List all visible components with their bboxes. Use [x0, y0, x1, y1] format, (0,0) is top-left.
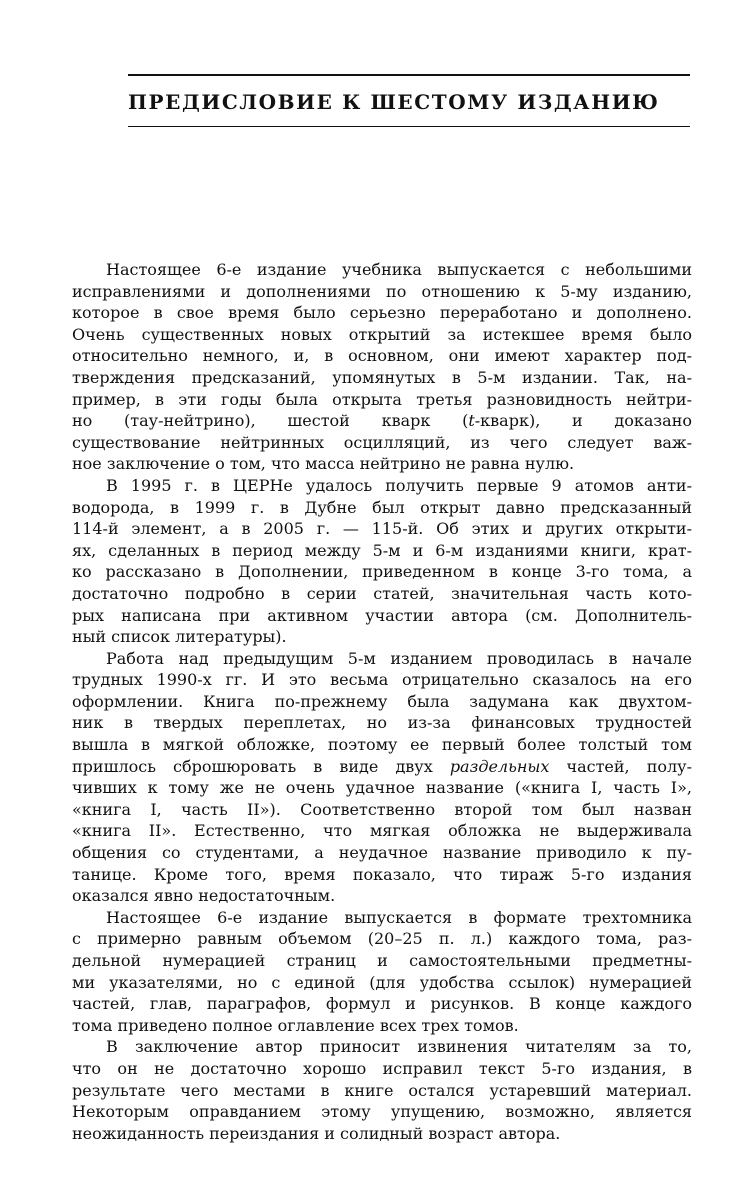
- text-line: Очень существенных новых открытий за истекшее время было: [72, 324, 692, 344]
- text-line: Некоторым оправданием этому упущению, возможно, является: [72, 1102, 692, 1122]
- text-line: существование нейтринных осцилляций, из чего следует важ-: [72, 432, 692, 452]
- text-line: рых написана при активном участии автора (см. Дополнитель-: [72, 605, 692, 625]
- paragraph: [72, 648, 692, 907]
- text-line: ях, сделанных в период между 5-м и 6-м изданиями книги, крат-: [72, 540, 692, 560]
- text-line: водорода, в 1999 г. в Дубне был открыт давно предсказанный: [72, 497, 692, 517]
- text-line: ный список литературы).: [72, 627, 287, 647]
- text-line: Настоящее 6-е издание выпускается в формате трехтомника: [106, 907, 692, 927]
- text-line: относительно немного, и, в основном, они имеют характер под-: [72, 346, 692, 366]
- text-line: общения со студентами, а неудачное название приводило к пу-: [72, 843, 692, 863]
- italic-text: раздельных: [449, 756, 550, 776]
- paragraph: [72, 1036, 692, 1144]
- text-line: В 1995 г. в ЦЕРНе удалось получить первые 9 атомов анти-: [106, 475, 692, 495]
- text-line: оказался явно недостаточным.: [72, 886, 336, 906]
- text-line: ко рассказано в Дополнении, приведенном в конце 3-го тома, а: [72, 562, 692, 582]
- text-line: [72, 410, 692, 432]
- text-line: тверждения предсказаний, упомянутых в 5-м издании. Так, на-: [72, 367, 692, 387]
- text-line: дельной нумерацией страниц и самостоятельными предметны-: [72, 951, 692, 970]
- text-line: неожиданность переиздания и солидный возраст автора.: [72, 1123, 561, 1143]
- text-line: частей, глав, параграфов, формул и рисунков. В конце каждого: [72, 994, 692, 1014]
- text-line: которое в свое время было серьезно переработано и дополнено.: [72, 303, 692, 323]
- text-line: чивших к тому же не очень удачное название («книга I, часть I»,: [72, 778, 692, 798]
- text-line: [72, 756, 692, 778]
- page-title: ПРЕДИСЛОВИЕ К ШЕСТОМУ ИЗДАНИЮ: [128, 90, 660, 114]
- paragraph: [72, 259, 692, 475]
- italic-text: t: [468, 411, 475, 431]
- text-line: Работа над предыдущим 5-м изданием проводилась в начале: [106, 648, 692, 668]
- text-line: трудных 1990-х гг. И это весьма отрицательно сказалось на его: [72, 670, 692, 690]
- text-line: ное заключение о том, что масса нейтрино не равна нулю.: [72, 454, 575, 474]
- text-line: с примерно равным объемом (20–25 п. л.) каждого тома, раз-: [72, 929, 692, 949]
- text-line: результате чего местами в книге остался устаревший материал.: [72, 1080, 692, 1100]
- text-line: тома приведено полное оглавление всех трех томов.: [72, 1015, 519, 1035]
- text-line: что он не достаточно хорошо исправил текст 5-го издания, в: [72, 1058, 692, 1078]
- text-line: «книга II». Естественно, что мягкая обложка не выдерживала: [72, 821, 692, 841]
- text-line: оформлении. Книга по-прежнему была задумана как двухтом-: [72, 691, 692, 711]
- text-line: В заключение автор приносит извинения читателям за то,: [106, 1037, 692, 1057]
- text-segment: пришлось сброшюровать в виде двух: [72, 756, 450, 776]
- text-line: достаточно подробно в серии статей, значительная часть кото-: [72, 583, 692, 603]
- heading-bottom-rule: [128, 126, 690, 127]
- text-line: исправлениями и дополнениями по отношению к 5-му изданию,: [72, 281, 692, 301]
- text-line: «книга I, часть II»). Соответственно второй том был назван: [72, 799, 692, 819]
- text-segment: -кварк), и доказано: [474, 411, 692, 431]
- text-segment: но (тау-нейтрино), шестой кварк (: [72, 411, 469, 431]
- text-segment: частей, полу-: [549, 756, 692, 776]
- paragraph: [72, 907, 692, 1037]
- heading-top-rule: [128, 74, 690, 76]
- text-line: ник в твердых переплетах, но из-за финансовых трудностей: [72, 713, 692, 733]
- body-text: [72, 259, 692, 1144]
- text-line: вышла в мягкой обложке, поэтому ее первый более толстый том: [72, 735, 692, 755]
- text-line: танице. Кроме того, время показало, что тираж 5-го издания: [72, 864, 692, 884]
- text-line: ми указателями, но с единой (для удобства ссылок) нумерацией: [72, 972, 692, 992]
- paragraph: [72, 475, 692, 648]
- text-line: Настоящее 6-е издание учебника выпускается с небольшими: [106, 260, 692, 279]
- text-line: пример, в эти годы была открыта третья разновидность нейтри-: [72, 389, 692, 409]
- text-line: 114-й элемент, а в 2005 г. — 115-й. Об этих и других открыти-: [72, 519, 692, 539]
